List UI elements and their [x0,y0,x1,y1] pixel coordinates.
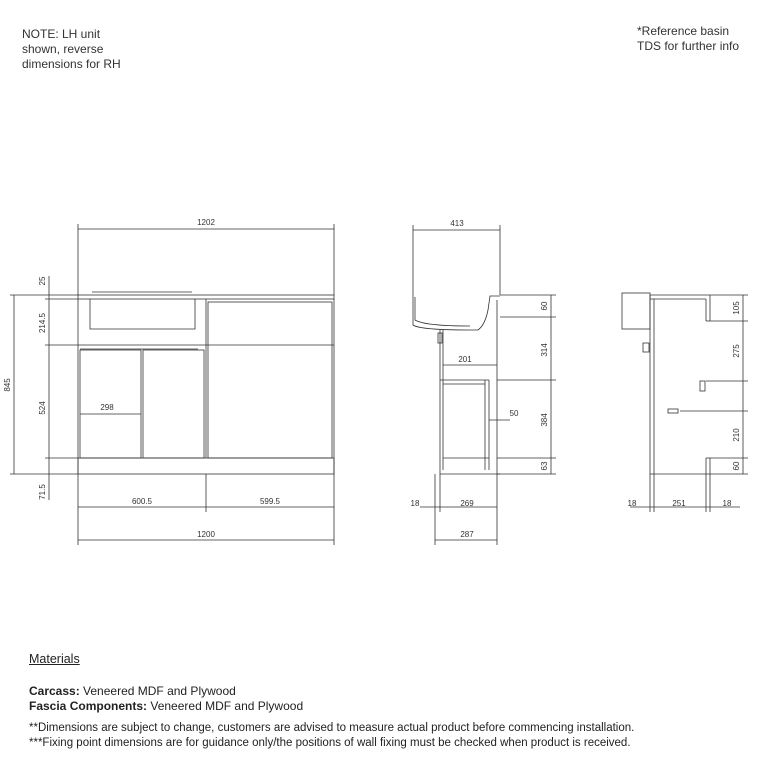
dim-60-b: 60 [732,461,741,471]
dim-251: 251 [672,499,686,508]
front-view [10,224,334,545]
carcass-label: Carcass: [29,684,80,698]
dim-1200: 1200 [197,530,215,539]
dim-71-5: 71.5 [38,484,47,500]
dim-18-right: 18 [722,499,732,508]
dim-600-5: 600.5 [131,497,153,506]
fixing-disclaimer: ***Fixing point dimensions are for guidance only/the positions of wall fixing must be checked when product is received. [29,737,631,749]
dim-314: 314 [540,343,549,357]
carcass-line [29,684,759,699]
dim-214-5: 214.5 [38,312,47,334]
note-line: *Reference basin [637,24,730,38]
fascia-label: Fascia Components: [29,699,148,713]
fascia-value: Veneered MDF and Plywood [147,699,304,713]
note-line: NOTE: LH unit [22,27,101,41]
dim-269: 269 [460,499,474,508]
dim-18-left: 18 [627,499,637,508]
materials-section [29,652,759,751]
side-view-fixing [622,293,748,512]
dim-413: 413 [450,219,464,228]
dim-63: 63 [540,461,549,471]
dim-105: 105 [732,301,741,315]
note-line: dimensions for RH [22,57,121,71]
dim-1202: 1202 [197,218,215,227]
fascia-line [29,699,759,714]
note-line: TDS for further info [637,39,740,53]
dim-384: 384 [540,413,549,427]
side-view-basin [410,225,556,545]
dim-298: 298 [100,403,114,412]
carcass-value: Veneered MDF and Plywood [79,684,236,698]
dim-201: 201 [458,355,472,364]
dim-524: 524 [38,401,47,415]
dim-845: 845 [3,378,12,392]
note-line: shown, reverse [22,42,104,56]
dim-60: 60 [540,301,549,311]
dim-210: 210 [732,428,741,442]
dimension-disclaimer: **Dimensions are subject to change, customers are advised to measure actual product before commencing installation. [29,722,635,734]
dim-25: 25 [38,276,47,286]
dim-18: 18 [410,499,420,508]
dim-599-5: 599.5 [259,497,281,506]
materials-title: Materials [29,652,80,666]
dim-275: 275 [732,344,741,358]
dim-287: 287 [460,530,474,539]
dim-50: 50 [509,409,519,418]
